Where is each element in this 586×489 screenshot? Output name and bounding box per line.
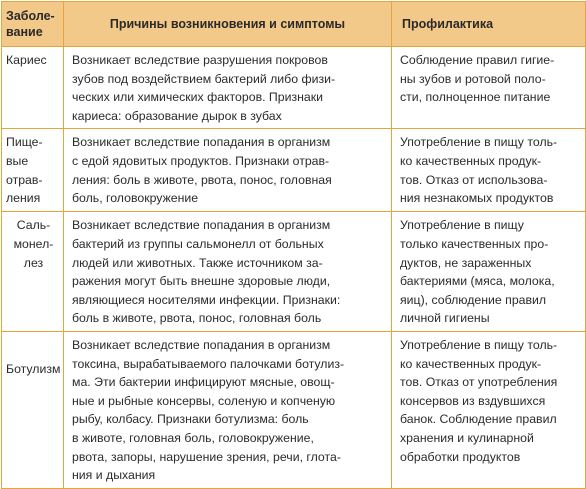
table-row — [2, 47, 586, 129]
header-row — [2, 2, 586, 47]
header-causes: Причины возникновения и симптомы — [64, 2, 392, 47]
table-row — [2, 129, 586, 212]
header-prevention: Профилактика — [392, 2, 586, 47]
table-body — [2, 47, 586, 489]
table-row — [2, 331, 586, 488]
header-disease: Заболе- вание — [2, 2, 64, 47]
table-row — [2, 212, 586, 332]
disease-name: Ботулизм — [2, 331, 64, 488]
diseases-table — [1, 1, 586, 489]
disease-prevention: Употребление в пищу толь- ко качественных продук- тов. Отказ от употребления консервов из вздувшихся банок. Соблюдение правил хранения и кулинарной обработки продуктов — [392, 331, 586, 488]
disease-name: Саль- монел- лез — [2, 212, 64, 332]
disease-name: Кариес — [2, 47, 64, 129]
disease-prevention: Употребление в пищу толь- ко качественных продук- тов. Отказ от использова- ния незнакомых продуктов — [392, 129, 586, 212]
disease-causes: Возникает вследствие попадания в организм бактерий из группы сальмонелл от больных людей или животных. Также источником за- ражения могут быть внешне здоровые люди, являющиеся носителями инфекции. Признаки: боль в животе, рвота, понос, головная боль — [64, 212, 392, 332]
disease-prevention: Соблюдение правил гигие- ны зубов и ротовой поло- сти, полноценное питание — [392, 47, 586, 129]
table-header — [2, 2, 586, 47]
disease-causes: Возникает вследствие попадания в организм токсина, вырабатываемого палочками ботулиз- ма. Эти бактерии инфицируют мясные, овощ- ные и рыбные консервы, соленую и копченую рыбу, колбасу. Признаки ботулизма: боль в животе, головная боль, головокружение, рвота, запоры, нарушение зрения, речи, глота- ния и дыхания — [64, 331, 392, 488]
disease-name: Пище- вые отрав- ления — [2, 129, 64, 212]
disease-prevention: Употребление в пищу только качественных про- дуктов, не зараженных бактериями (мяса, молока, яиц), соблюдение правил личной гигиены — [392, 212, 586, 332]
disease-causes: Возникает вследствие разрушения покровов зубов под воздействием бактерий либо физи- ческих или химических факторов. Признаки кариеса: образование дырок в зубах — [64, 47, 392, 129]
disease-causes: Возникает вследствие попадания в организм с едой ядовитых продуктов. Признаки отрав- ления: боль в животе, рвота, понос, головная боль, головокружение — [64, 129, 392, 212]
